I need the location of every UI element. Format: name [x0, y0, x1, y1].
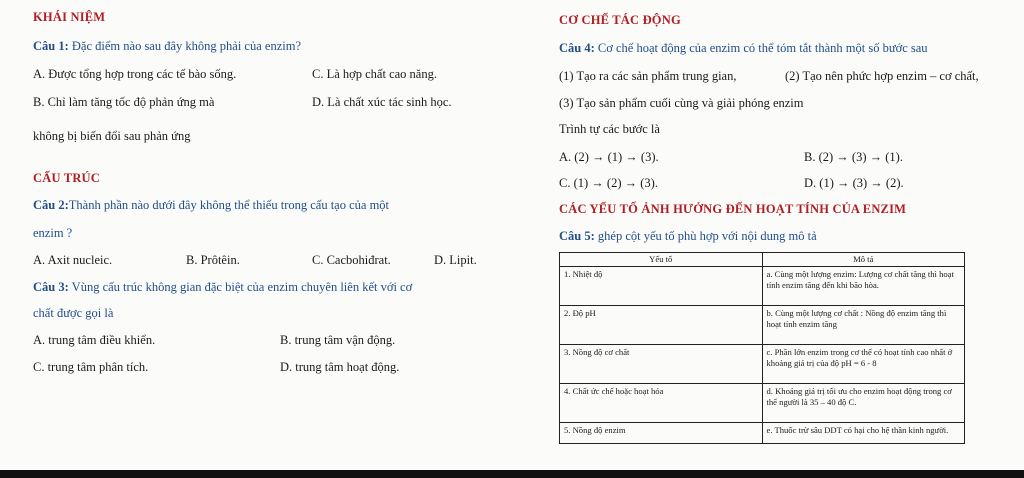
table-cell-factor: 3. Nồng độ cơ chất [560, 345, 763, 384]
question-3-label: Câu 3: [33, 280, 69, 294]
q2-option-d: D. Lipit. [434, 253, 477, 267]
q2-option-b: B. Prôtêin. [186, 253, 240, 267]
table-cell-description: d. Khoảng giá trị tối ưu cho enzim hoạt động trong cơ thể người là 35 – 40 độ C. [762, 384, 965, 423]
question-2-text: Thành phần nào dưới đây không thể thiếu trong cấu tạo của một [68, 198, 390, 212]
q1-option-d: D. Là chất xúc tác sinh học. [312, 95, 452, 109]
question-4-label: Câu 4: [559, 41, 595, 55]
table-row [560, 306, 965, 345]
q2-option-a: A. Axit nucleic. [33, 253, 113, 267]
q4-option-d: D. (1) → (3) → (2). [804, 176, 904, 190]
question-5-label: Câu 5: [559, 229, 595, 243]
table-cell-description: a. Cùng một lượng enzim: Lượng cơ chất tăng thì hoạt tính enzim tăng đến khi bão hòa. [762, 267, 965, 306]
table-cell-description: c. Phần lớn enzim trong cơ thể có hoạt tính cao nhất ở khoảng giá trị của độ pH = 6 - 8 [762, 345, 965, 384]
table-cell-factor: 1. Nhiệt độ [560, 267, 763, 306]
table-row [560, 267, 965, 306]
q4-option-b: B. (2) → (3) → (1). [804, 150, 903, 164]
q4-step-3: (3) Tạo sản phẩm cuối cùng và giải phóng enzim [559, 96, 804, 110]
question-2-label: Câu 2: [33, 198, 69, 212]
table-cell-factor: 4. Chất ức chế hoặc hoạt hóa [560, 384, 763, 423]
q1-option-b-continued: không bị biến đổi sau phản ứng [33, 129, 191, 143]
section-title-cau-truc: CẤU TRÚC [33, 171, 100, 185]
question-5 [559, 228, 817, 244]
question-1 [33, 38, 301, 54]
section-title-co-che: CƠ CHẾ TÁC ĐỘNG [559, 13, 681, 27]
q2-option-c: C. Cacbohiđrat. [312, 253, 391, 267]
question-1-label: Câu 1: [33, 39, 69, 53]
section-title-yeu-to: CÁC YẾU TỐ ẢNH HƯỞNG ĐẾN HOẠT TÍNH CỦA ENZIM [559, 202, 907, 216]
question-3-continued: chất được gọi là [33, 306, 114, 320]
bottom-edge-bar [0, 470, 1024, 478]
question-5-text: ghép cột yếu tố phù hợp với nội dung mô tả [594, 229, 817, 243]
table-cell-factor: 2. Độ pH [560, 306, 763, 345]
question-1-text: Đặc điểm nào sau đây không phải của enzim? [68, 39, 301, 53]
q3-option-a: A. trung tâm điều khiển. [33, 333, 156, 347]
q3-option-c: C. trung tâm phân tích. [33, 360, 149, 374]
table-header-description: Mô tả [762, 253, 965, 267]
question-4-text: Cơ chế hoạt động của enzim có thể tóm tắt thành một số bước sau [594, 41, 928, 55]
q1-option-a: A. Được tổng hợp trong các tế bào sống. [33, 67, 237, 81]
matching-table [559, 252, 965, 444]
q4-option-c: C. (1) → (2) → (3). [559, 176, 658, 190]
table-cell-description: e. Thuốc trừ sâu DDT có hại cho hệ thần kinh người. [762, 423, 965, 444]
question-4 [559, 40, 928, 56]
question-2-continued: enzim ? [33, 226, 73, 240]
q4-order-prompt: Trình tự các bước là [559, 122, 660, 136]
table-row [560, 423, 965, 444]
table-header-factor: Yếu tố [560, 253, 763, 267]
q1-option-b: B. Chỉ làm tăng tốc độ phản ứng mà [33, 95, 215, 109]
question-3-text: Vùng cấu trúc không gian đặc biệt của enzim chuyên liên kết với cơ [68, 280, 413, 294]
question-2 [33, 197, 389, 213]
q4-step-2: (2) Tạo nên phức hợp enzim – cơ chất, [785, 69, 979, 83]
q4-step-1: (1) Tạo ra các sản phẩm trung gian, [559, 69, 737, 83]
table-cell-factor: 5. Nồng độ enzim [560, 423, 763, 444]
q3-option-b: B. trung tâm vận động. [280, 333, 396, 347]
table-cell-description: b. Cùng một lượng cơ chất : Nồng độ enzim tăng thì hoạt tính enzim tăng [762, 306, 965, 345]
q1-option-c: C. Là hợp chất cao năng. [312, 67, 437, 81]
q3-option-d: D. trung tâm hoạt động. [280, 360, 400, 374]
table-row [560, 384, 965, 423]
section-title-khai-niem: KHÁI NIỆM [33, 10, 106, 24]
q4-option-a: A. (2) → (1) → (3). [559, 150, 659, 164]
table-header-row [560, 253, 965, 267]
question-3 [33, 279, 412, 295]
table-row [560, 345, 965, 384]
